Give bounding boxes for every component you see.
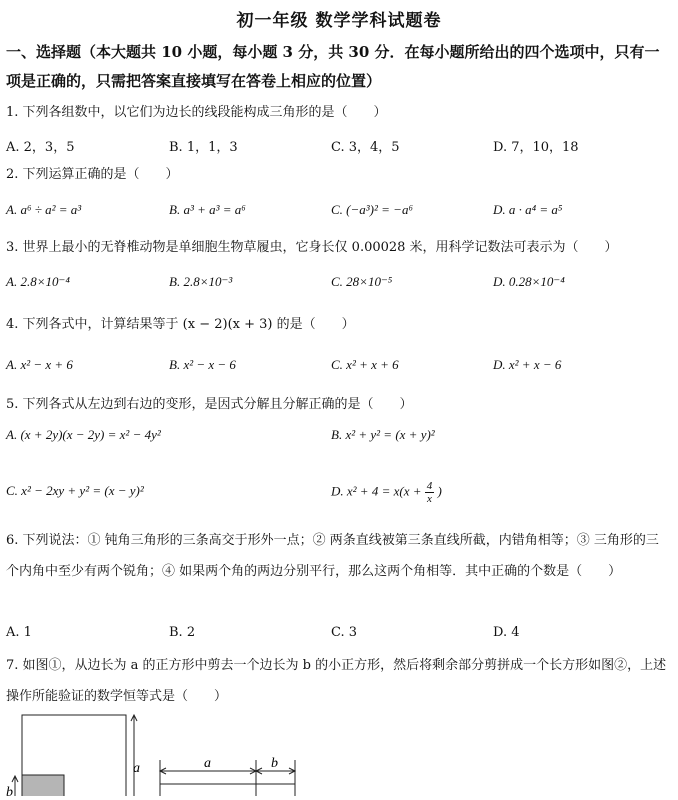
option-d[interactable] [331, 480, 442, 505]
question-4-options [6, 357, 670, 381]
small-square [22, 775, 64, 796]
page-title: 初一年级 数学学科试题卷 [236, 11, 442, 31]
question-7-stem: 7. 如图①，从边长为 a 的正方形中剪去一个边长为 b 的小正方形，然后将剩余部分剪拼成一个长方形如图②，上述操作所能验证的数学恒等式是（ ） [6, 658, 667, 704]
question-5-options-row2 [6, 480, 670, 514]
fraction-numerator: 4 [426, 480, 433, 492]
question-6-options [6, 625, 670, 649]
option-d[interactable]: D. 0.28×10⁻⁴ [493, 274, 565, 289]
option-d-text: D. x² + 4 = x(x + [331, 483, 422, 499]
question-1-stem: 1. 下列各组数中，以它们为边长的线段能构成三角形的是（ ） [6, 105, 387, 120]
option-a[interactable]: A. x² − x + 6 [6, 357, 73, 372]
option-a[interactable]: A. 2.8×10⁻⁴ [6, 274, 70, 289]
question-2-stem: 2. 下列运算正确的是（ ） [6, 167, 179, 182]
option-b[interactable]: B. 2 [169, 625, 196, 640]
option-c[interactable]: C. 28×10⁻⁵ [331, 274, 393, 289]
fraction-denominator: x [427, 493, 432, 505]
section-heading: 一、选择题（本大题共 10 小题，每小题 3 分，共 30 分．在每小题所给出的四个选项中，只有一项是正确的，只需把答案直接填写在答卷上相应的位置） [6, 43, 660, 90]
option-a[interactable]: A. (x + 2y)(x − 2y) = x² − 4y² [6, 427, 161, 442]
option-d[interactable]: D. 4 [493, 625, 520, 640]
question-4-stem: 4. 下列各式中，计算结果等于 (x − 2)(x + 3) 的是（ ） [6, 317, 355, 332]
rectangle [160, 784, 295, 796]
question-6-stem: 6. 下列说法：① 钝角三角形的三条高交于形外一点；② 两条直线被第三条直线所截，内错角相等；③ 三角形的三个内角中至少有两个锐角；④ 如果两个角的两边分别平行，那么这两个角相等．其中正确的个数是（ ） [6, 533, 659, 579]
option-b[interactable]: B. x² + y² = (x + y)² [331, 427, 435, 442]
option-a[interactable]: A. a⁶ ÷ a² = a³ [6, 202, 82, 217]
option-c[interactable]: C. x² + x + 6 [331, 357, 399, 372]
figure-squares [0, 712, 678, 796]
option-c[interactable]: C. 3 [331, 625, 358, 640]
option-a[interactable]: A. 2，3，5 [6, 140, 75, 155]
label-b-left: b [6, 785, 13, 796]
question-5-options-row1 [6, 427, 670, 451]
question-3-stem: 3. 世界上最小的无脊椎动物是单细胞生物草履虫，它身长仅 0.00028 米，用科学记数法可表示为（ ） [6, 240, 618, 255]
fraction [425, 480, 435, 505]
label-a-left: a [133, 761, 140, 776]
closing-paren: ) [437, 483, 442, 499]
question-1-options [6, 136, 670, 160]
question-3-options [6, 274, 670, 298]
option-c[interactable]: C. x² − 2xy + y² = (x − y)² [6, 483, 144, 498]
option-d[interactable]: D. 7，10，18 [493, 140, 579, 155]
option-a[interactable]: A. 1 [6, 625, 32, 640]
option-d[interactable]: D. a · a⁴ = a⁵ [493, 202, 563, 217]
option-b[interactable]: B. x² − x − 6 [169, 357, 236, 372]
option-b[interactable]: B. 1，1，3 [169, 140, 238, 155]
label-a-right: a [204, 756, 211, 771]
option-c[interactable]: C. (−a³)² = −a⁶ [331, 202, 413, 217]
option-d[interactable]: D. x² + x − 6 [493, 357, 562, 372]
question-2-options [6, 202, 670, 226]
label-b-right: b [271, 756, 278, 771]
option-b[interactable]: B. a³ + a³ = a⁶ [169, 202, 246, 217]
option-b[interactable]: B. 2.8×10⁻³ [169, 274, 233, 289]
option-c[interactable]: C. 3，4，5 [331, 140, 400, 155]
question-5-stem: 5. 下列各式从左边到右边的变形，是因式分解且分解正确的是（ ） [6, 397, 413, 412]
figure-svg [0, 712, 678, 796]
